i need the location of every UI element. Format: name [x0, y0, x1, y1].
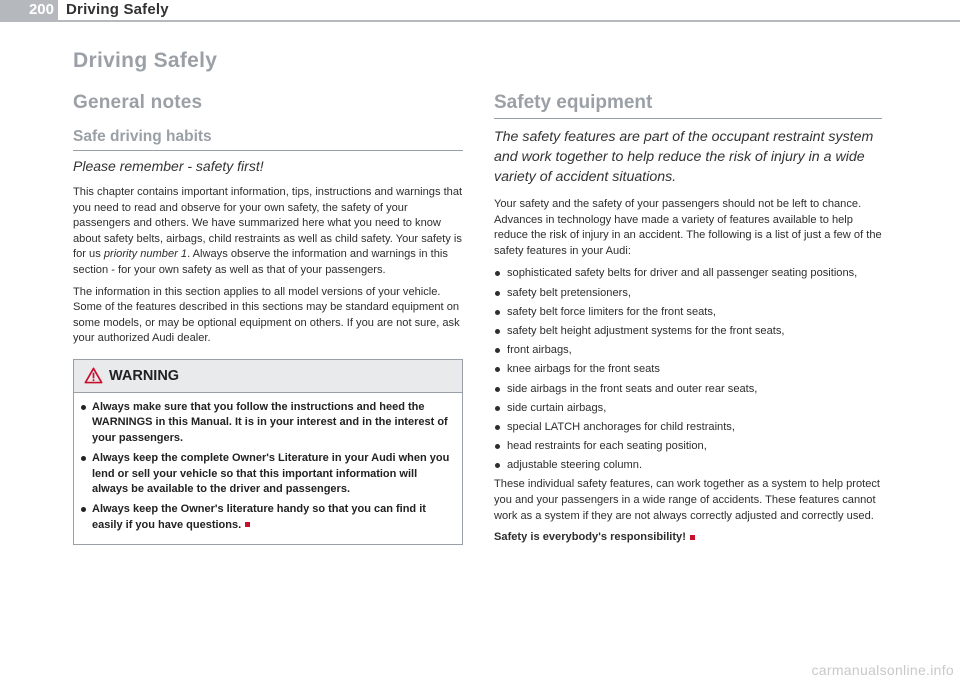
section-title-general-notes: General notes — [73, 92, 203, 113]
safety-feature-list — [494, 266, 882, 473]
list-item: special LATCH anchorages for child restraints, — [494, 420, 882, 436]
warning-body — [74, 393, 462, 544]
end-of-section-marker — [245, 522, 250, 527]
warning-box — [73, 359, 463, 545]
header-rule — [0, 20, 960, 22]
left-column — [73, 92, 463, 545]
page-number-badge: 200 — [0, 0, 58, 20]
lead-text: The safety features are part of the occupant restraint system and work together to help reduce the risk of injury in a wide variety of accident situations. — [494, 129, 874, 185]
paragraph-intro-text-a: This chapter contains important information, tips, instructions and warnings that you need to read and observe for your own safety, the safety of your passengers and others. We have summarized here what you need to know about safety belts, airbags, child restraints as well as child safety. Your safety is for us — [73, 186, 463, 261]
watermark: carmanualsonline.info — [811, 662, 954, 678]
lead-text: Please remember - safety first! — [73, 158, 264, 174]
warning-item-text: Always keep the Owner's literature handy so that you can find it easily if you have questions. — [92, 503, 426, 531]
list-item: head restraints for each seating position, — [494, 439, 882, 455]
paragraph-model-versions: The information in this section applies to all model versions of your vehicle. Some of the features described in this sections may be standard equipment on some models, or may be optional equipment on others. If you are not sure, ask your authorized Audi dealer. — [73, 285, 460, 345]
end-of-section-marker — [690, 535, 695, 540]
priority-emphasis: priority number 1 — [103, 248, 188, 261]
warning-item: Always make sure that you follow the instructions and heed the WARNINGS in this Manual. It is in your interest and in the interest of your passengers. — [80, 400, 456, 446]
paragraph-intro — [73, 185, 463, 279]
list-item: safety belt height adjustment systems for the front seats, — [494, 324, 882, 340]
chapter-title: Driving Safely — [73, 49, 218, 72]
warning-item: Always keep the complete Owner's Literature in your Audi when you lend or sell your vehicle so that this important information will always be available to the driver and passengers. — [80, 451, 456, 497]
list-item: sophisticated safety belts for driver and all passenger seating positions, — [494, 266, 882, 282]
list-item: safety belt pretensioners, — [494, 286, 882, 302]
final-statement — [494, 530, 882, 546]
paragraph-intro-text-b: . Always observe the information and warnings in this section - for your own safety as well as that of your passengers. — [73, 248, 448, 276]
list-item: side airbags in the front seats and outer rear seats, — [494, 382, 882, 398]
warning-item — [80, 502, 456, 533]
list-item: side curtain airbags, — [494, 401, 882, 417]
section-title-safety-equipment: Safety equipment — [494, 92, 882, 119]
warning-header — [74, 360, 462, 393]
list-item: adjustable steering column. — [494, 458, 882, 474]
paragraph-closing: These individual safety features, can work together as a system to help protect you and your passengers in a wide range of accidents. These features cannot work as a system if they are not always correctly adjusted and correctly used. — [494, 478, 881, 522]
running-header-title: Driving Safely — [66, 1, 169, 18]
subsection-title-safe-driving: Safe driving habits — [73, 128, 463, 151]
right-column — [494, 92, 882, 552]
list-item: knee airbags for the front seats — [494, 362, 882, 378]
list-item: safety belt force limiters for the front seats, — [494, 305, 882, 321]
paragraph-safety-intro: Your safety and the safety of your passengers should not be left to chance. Advances in technology have made a variety of features available to help reduce the risk of injury in an accident. The following is a list of just a few of the safety features in your Audi: — [494, 198, 882, 257]
list-item: front airbags, — [494, 343, 882, 359]
final-statement-text: Safety is everybody's responsibility! — [494, 531, 686, 544]
warning-triangle-icon — [84, 367, 103, 384]
warning-label: WARNING — [109, 367, 180, 384]
